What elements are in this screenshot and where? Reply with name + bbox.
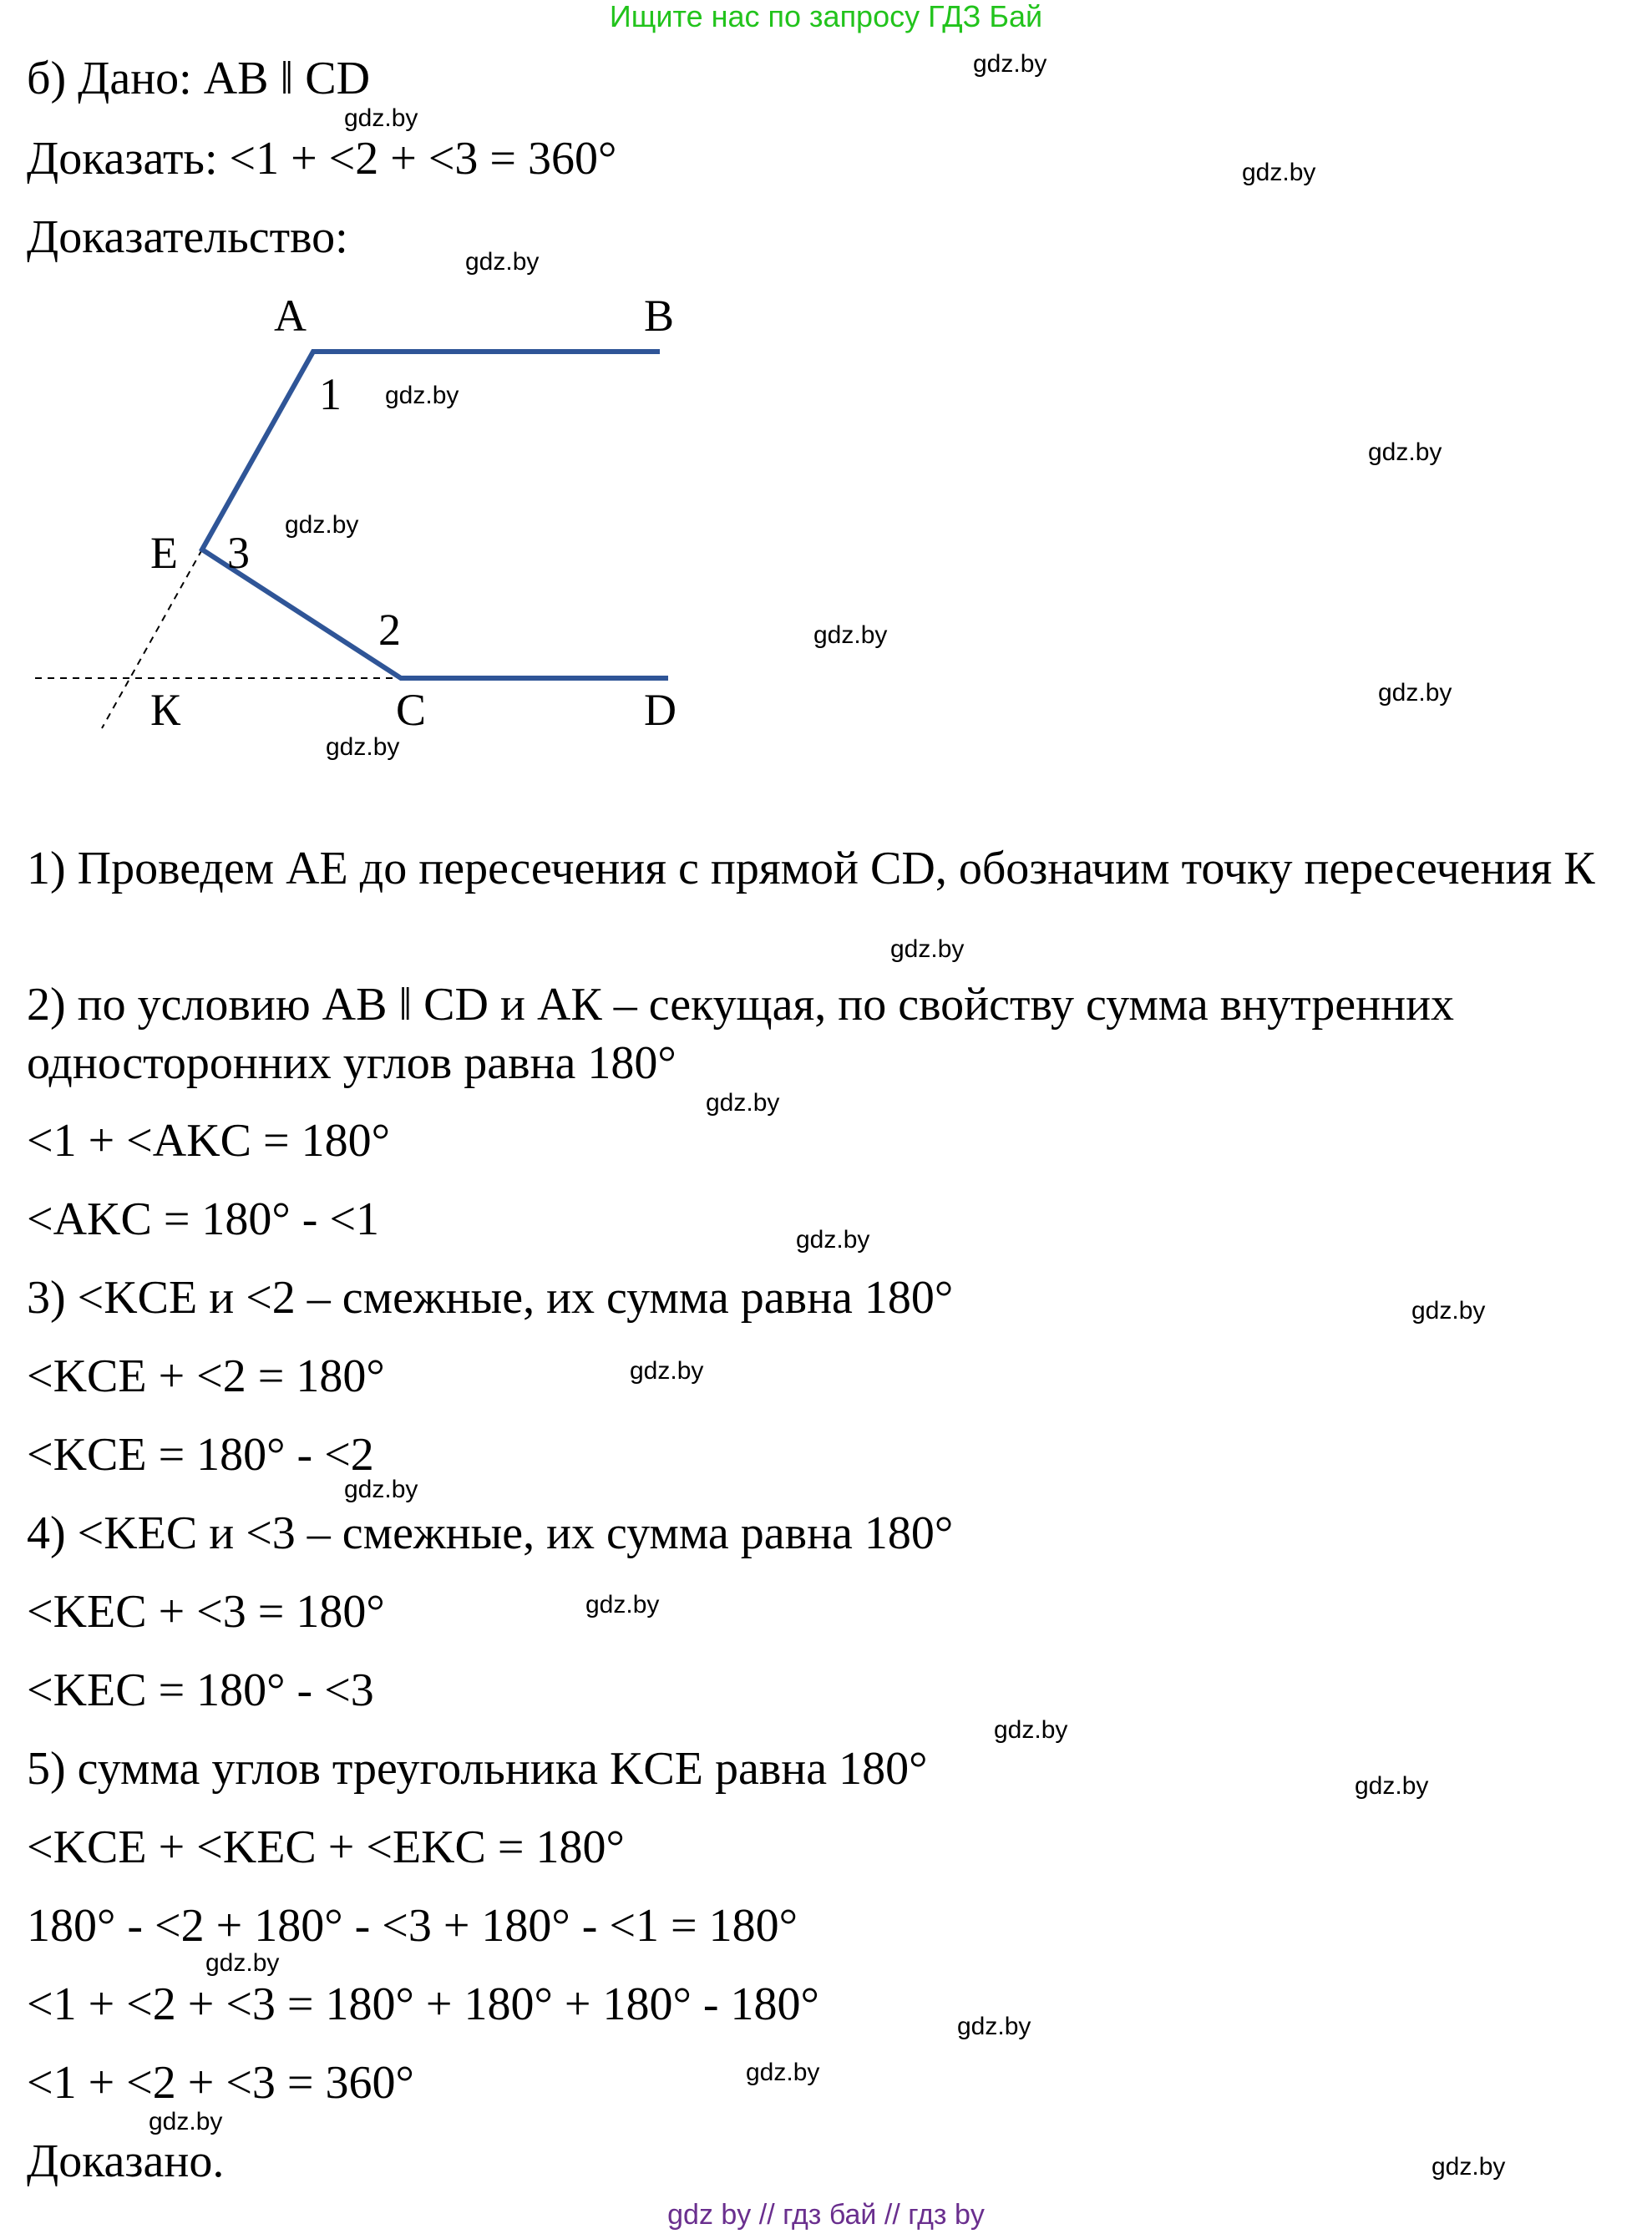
watermark: gdz.by bbox=[465, 248, 540, 276]
watermark: gdz.by bbox=[994, 1716, 1068, 1744]
watermark: gdz.by bbox=[890, 935, 965, 963]
watermark: gdz.by bbox=[205, 1949, 280, 1977]
watermark: gdz.by bbox=[1355, 1772, 1429, 1800]
label-e: E bbox=[150, 528, 178, 578]
step-2-eq-1: <1 + <AKC = 180° bbox=[27, 1115, 390, 1167]
watermark: gdz.by bbox=[585, 1591, 660, 1618]
watermark: gdz.by bbox=[957, 2013, 1031, 2040]
watermark: gdz.by bbox=[285, 511, 359, 539]
label-k: К bbox=[150, 685, 181, 735]
label-b: B bbox=[644, 291, 675, 341]
watermark: gdz.by bbox=[1432, 2153, 1506, 2181]
step-2: 2) по условию AB ǁ CD и AК – секущая, по свойству сумма внутренних односторонних углов равна 180° bbox=[27, 979, 1455, 1089]
given-statement: б) Дано: AB ǁ CD bbox=[27, 53, 371, 104]
step-1: 1) Проведем AE до пересечения с прямой CD, обозначим точку пересечения К bbox=[27, 843, 1595, 894]
label-c: C bbox=[396, 685, 427, 735]
step-4-eq-2: <KEC = 180° - <3 bbox=[27, 1664, 374, 1716]
watermark: gdz.by bbox=[326, 733, 400, 761]
watermark: gdz.by bbox=[973, 50, 1047, 78]
top-banner[interactable]: Ищите нас по запросу ГДЗ Бай bbox=[609, 0, 1043, 33]
step-5-eq-4: <1 + <2 + <3 = 360° bbox=[27, 2057, 414, 2109]
step-5: 5) сумма углов треугольника KCE равна 180° bbox=[27, 1743, 928, 1795]
label-1: 1 bbox=[319, 369, 342, 419]
watermark: gdz.by bbox=[1242, 159, 1316, 186]
step-5-eq-1: <KCE + <KEC + <EKC = 180° bbox=[27, 1821, 625, 1873]
footer-links[interactable]: gdz by // гдз бай // гдз by bbox=[667, 2199, 985, 2231]
step-2-eq-2: <AKC = 180° - <1 bbox=[27, 1193, 380, 1245]
label-2: 2 bbox=[378, 605, 401, 655]
step-3-eq-1: <KCE + <2 = 180° bbox=[27, 1350, 385, 1402]
prove-statement: Доказать: <1 + <2 + <3 = 360° bbox=[27, 133, 617, 185]
watermark: gdz.by bbox=[1368, 438, 1442, 466]
watermark: gdz.by bbox=[1378, 679, 1452, 707]
step-4: 4) <KEC и <3 – смежные, их сумма равна 180° bbox=[27, 1507, 954, 1559]
proof-heading: Доказательство: bbox=[27, 211, 348, 263]
watermark: gdz.by bbox=[813, 621, 888, 649]
step-5-eq-2: 180° - <2 + 180° - <3 + 180° - <1 = 180° bbox=[27, 1900, 798, 1952]
step-4-eq-1: <KEC + <3 = 180° bbox=[27, 1586, 385, 1638]
label-d: D bbox=[644, 685, 677, 735]
watermark: gdz.by bbox=[706, 1089, 780, 1117]
watermark: gdz.by bbox=[149, 2108, 223, 2135]
step-3: 3) <KCE и <2 – смежные, их сумма равна 180° bbox=[27, 1272, 954, 1324]
step-3-eq-2: <KCE = 180° - <2 bbox=[27, 1429, 374, 1481]
watermark: gdz.by bbox=[746, 2059, 820, 2086]
watermark: gdz.by bbox=[385, 382, 459, 409]
label-3: 3 bbox=[227, 528, 250, 578]
watermark: gdz.by bbox=[1411, 1297, 1486, 1325]
geometry-figure bbox=[0, 276, 1652, 743]
watermark: gdz.by bbox=[344, 104, 418, 132]
watermark: gdz.by bbox=[344, 1476, 418, 1503]
watermark: gdz.by bbox=[796, 1226, 870, 1254]
watermark: gdz.by bbox=[630, 1357, 704, 1385]
step-5-eq-3: <1 + <2 + <3 = 180° + 180° + 180° - 180° bbox=[27, 1978, 819, 2030]
label-a: A bbox=[274, 291, 307, 341]
conclusion: Доказано. bbox=[27, 2135, 225, 2187]
